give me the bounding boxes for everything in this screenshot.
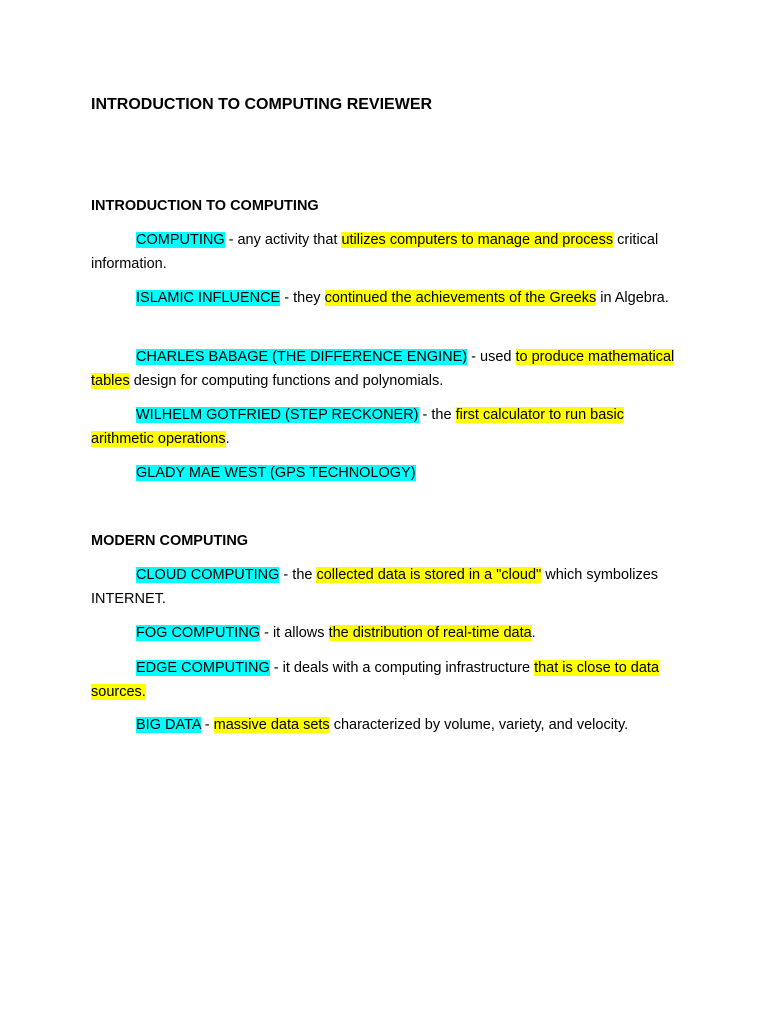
entry-text: - it deals with a computing infrastructure — [269, 660, 535, 676]
entry-wilhelm-gotfried — [91, 403, 681, 451]
document-title: INTRODUCTION TO COMPUTING REVIEWER — [91, 96, 433, 113]
entry-big-data — [91, 713, 681, 737]
term-highlight: BIG DATA — [136, 717, 201, 733]
key-highlight: that is close to data sources. — [91, 660, 660, 700]
entry-edge-computing — [91, 656, 681, 704]
term-highlight: FOG COMPUTING — [136, 625, 261, 641]
key-highlight: collected data is stored in a "cloud" — [316, 567, 542, 583]
term-highlight: COMPUTING — [136, 232, 225, 248]
key-highlight: massive data sets — [213, 717, 330, 733]
entry-fog-computing — [91, 621, 681, 645]
entry-cloud-computing — [91, 563, 681, 611]
key-highlight: continued the achievements of the Greeks — [324, 290, 597, 306]
term-highlight: CHARLES BABAGE (THE DIFFERENCE ENGINE) — [136, 349, 468, 365]
entry-text: - any activity that — [224, 232, 342, 248]
entry-text: - used — [467, 349, 516, 365]
entry-text: in Algebra. — [596, 290, 669, 306]
entry-text: . — [531, 625, 536, 641]
entry-text: characterized by volume, variety, and velocity. — [329, 717, 629, 733]
term-highlight: ISLAMIC INFLUENCE — [136, 290, 281, 306]
entry-text: design for computing functions and polynomials. — [129, 373, 444, 389]
entry-text: - the — [418, 407, 456, 423]
entry-text: . — [225, 431, 230, 447]
term-highlight: EDGE COMPUTING — [136, 660, 270, 676]
entry-computing — [91, 228, 681, 276]
key-highlight: to produce mathematical tables — [91, 349, 675, 389]
entry-text: critical information. — [91, 232, 659, 272]
section-heading-modern-computing: MODERN COMPUTING — [91, 533, 249, 549]
entry-text: - they — [280, 290, 325, 306]
term-highlight: WILHELM GOTFRIED (STEP RECKONER) — [136, 407, 419, 423]
key-highlight: utilizes computers to manage and process — [341, 232, 614, 248]
entry-text: - the — [279, 567, 317, 583]
entry-glady-mae-west — [91, 461, 681, 485]
entry-charles-babage — [91, 345, 681, 393]
key-highlight: first calculator to run basic arithmetic operations — [91, 407, 625, 447]
key-highlight: the distribution of real-time data — [328, 625, 532, 641]
entry-text: - it allows — [260, 625, 329, 641]
entry-text: which symbolizes INTERNET. — [91, 567, 659, 607]
term-highlight: CLOUD COMPUTING — [136, 567, 280, 583]
entry-text: - — [200, 717, 214, 733]
term-highlight: GLADY MAE WEST (GPS TECHNOLOGY) — [136, 465, 416, 481]
entry-islamic-influence — [91, 286, 681, 310]
section-heading-introduction: INTRODUCTION TO COMPUTING — [91, 198, 319, 214]
